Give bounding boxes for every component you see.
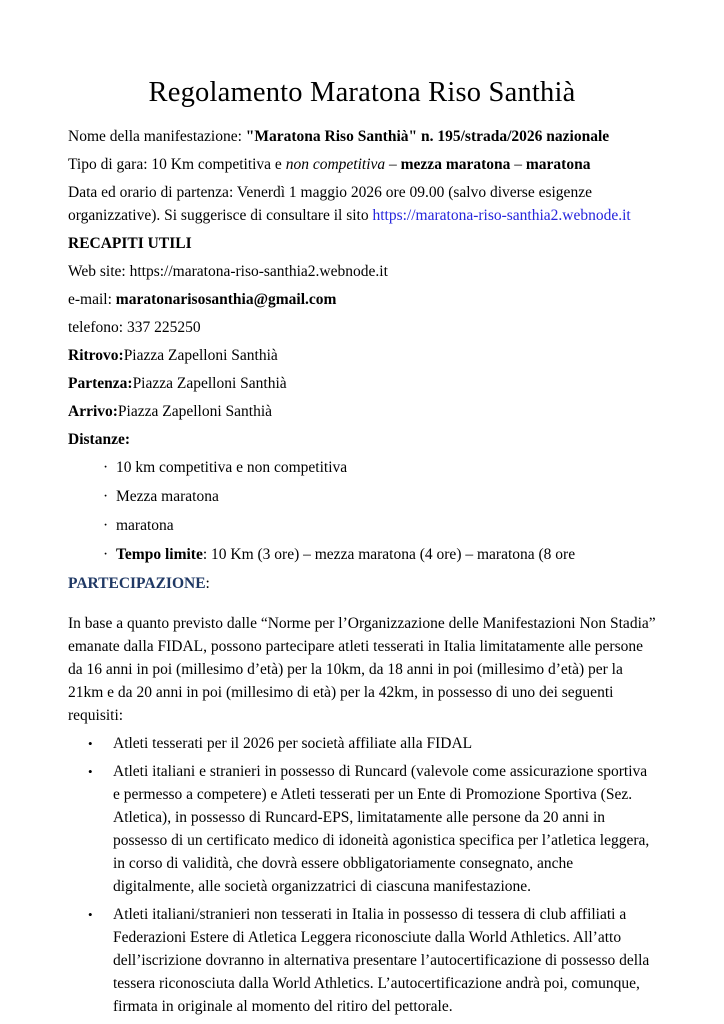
bullet-icon: • — [88, 736, 93, 751]
field-ritrovo — [68, 344, 656, 367]
bullet-icon: • — [88, 907, 93, 922]
paragraph-requisiti-intro: In base a quanto previsto dalle “Norme per l’Organizzazione delle Manifestazioni Non Stadia” emanate dalla FIDAL, possono partecipare atleti tesserati in Italia limitatamente alle persone da 16 anni in poi (millesimo d’età) per la 10km, da 18 anni in poi (millesimo d’età) per la 21km e da 20 anni in poi (millesimo di età) per la 42km, in possesso di uno dei seguenti requisiti: — [68, 615, 656, 724]
bullet-dot-icon: · — [103, 488, 109, 505]
list-item-text: Atleti italiani e stranieri in possesso di Runcard (valevole come assicurazione sportiva e permesso a competere) e Atleti tesserati per un Ente di Promozione Sportiva (Sez. Atletica), in possesso di Runcard-EPS, limitatamente alle persone da 20 anni in possesso di un certificato medico di idoneità agonistica specifica per l’atletica leggera, in corso di validità, che dovrà essere obbligatoriamente consegnato, anche digitalmente, alle società organizzatrici di ciascuna manifestazione. — [113, 763, 650, 895]
data-partenza-text: Data ed orario di partenza: Venerdì 1 maggio 2026 ore 09.00 (salvo diverse esigenze organizzative). Si suggerisce di consultare il sito — [68, 184, 592, 224]
field-web-site: Web site: https://maratona-riso-santhia2.webnode.it — [68, 263, 388, 280]
email-label: e-mail: — [68, 291, 116, 308]
section-heading-recapiti: RECAPITI UTILI — [68, 235, 192, 252]
list-item — [68, 485, 656, 508]
arrivo-label: Arrivo: — [68, 403, 118, 420]
heading-partecipazione — [68, 572, 656, 595]
list-distanze — [68, 456, 656, 566]
nome-label: Nome della manifestazione: — [68, 128, 246, 145]
tipo-dash: – — [385, 156, 401, 173]
list-item — [68, 514, 656, 537]
tempo-limite-value: : 10 Km (3 ore) – mezza maratona (4 ore) – maratona (8 ore — [202, 546, 576, 563]
website-link[interactable]: https://maratona-riso-santhia2.webnode.it — [372, 207, 631, 224]
field-data-orario-partenza — [68, 181, 656, 227]
bullet-dot-icon: · — [103, 517, 109, 534]
tipo-mezza-maratona: mezza maratona — [400, 156, 511, 173]
list-item-text — [116, 543, 575, 566]
field-tipo-gara — [68, 153, 656, 176]
list-item-text: Mezza maratona — [116, 488, 219, 505]
list-item-text: 10 km competitiva e non competitiva — [116, 459, 348, 476]
tipo-dash: – — [510, 156, 526, 173]
email-value: maratonarisosanthia@gmail.com — [115, 291, 337, 308]
heading-distanze: Distanze: — [68, 431, 130, 448]
page-title: Regolamento Maratona Riso Santhià — [148, 77, 576, 108]
bullet-icon: • — [88, 764, 93, 779]
tipo-pre: Tipo di gara: 10 Km competitiva e — [68, 156, 286, 173]
ritrovo-label: Ritrovo: — [68, 347, 124, 364]
partenza-label: Partenza: — [68, 375, 133, 392]
tipo-non-competitiva: non competitiva — [285, 156, 386, 173]
bullet-dot-icon: · — [103, 459, 109, 476]
partecipazione-colon: : — [205, 575, 210, 592]
list-item-text: Atleti italiani/stranieri non tesserati in Italia in possesso di tessera di club affiliati a Federazioni Estere di Atletica Leggera riconosciute dalla World Athletics. All’atto dell’iscrizione dovranno in alternativa presentare l’autocertificazione di possesso della tessera riconosciuta dalla World Athletics. L’autocertificazione andrà poi, comunque, firmata in originale al momento del ritiro del pettorale. — [113, 906, 650, 1015]
field-arrivo — [68, 400, 656, 423]
tempo-limite-label: Tempo limite — [116, 546, 203, 563]
field-nome-manifestazione — [68, 125, 656, 148]
partecipazione-word: PARTECIPAZIONE — [68, 575, 206, 592]
tipo-maratona: maratona — [525, 156, 591, 173]
nome-value: "Maratona Riso Santhià" n. 195/strada/2026 nazionale — [245, 128, 610, 145]
list-item — [68, 456, 656, 479]
field-partenza — [68, 372, 656, 395]
field-telefono: telefono: 337 225250 — [68, 319, 201, 336]
list-item — [68, 760, 656, 898]
partenza-value: Piazza Zapelloni Santhià — [132, 375, 287, 392]
bullet-dot-icon: · — [103, 546, 109, 563]
ritrovo-value: Piazza Zapelloni Santhià — [123, 347, 278, 364]
list-item-text: maratona — [116, 517, 174, 534]
list-item-tempo-limite — [68, 543, 656, 566]
list-requisiti — [68, 732, 656, 1018]
list-item — [68, 732, 656, 755]
list-item-text: Atleti tesserati per il 2026 per società affiliate alla FIDAL — [113, 735, 473, 752]
list-item — [68, 903, 656, 1018]
field-email — [68, 288, 656, 311]
arrivo-value: Piazza Zapelloni Santhià — [117, 403, 273, 420]
